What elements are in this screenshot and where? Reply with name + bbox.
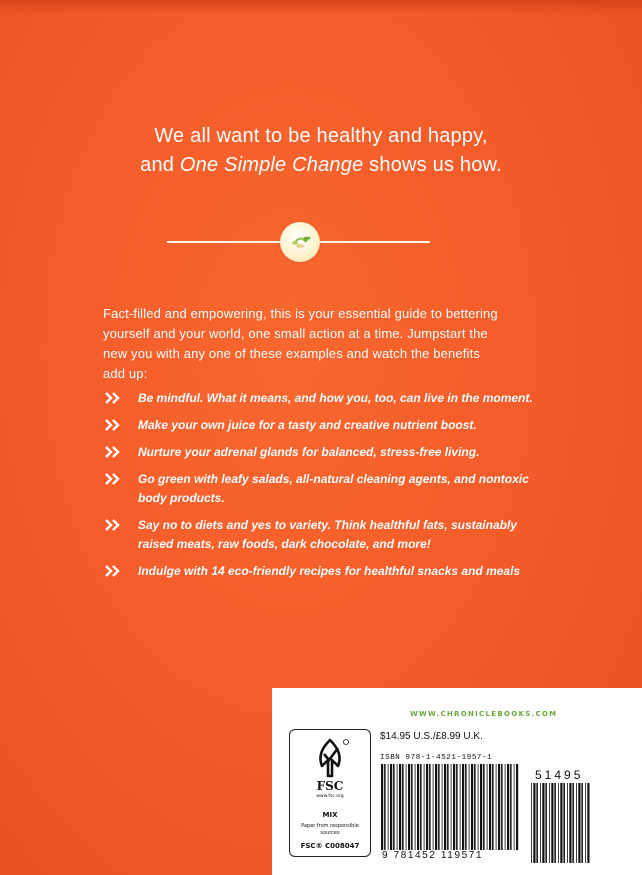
fsc-mix-label: MIX [322, 811, 338, 819]
barcode-bar [581, 783, 583, 863]
fsc-paper-source: Paper from responsible sources [301, 823, 359, 836]
barcode-bar [560, 783, 562, 863]
barcode-bar [480, 764, 482, 850]
headline-prefix: and [140, 154, 175, 176]
barcode-bar [406, 764, 407, 850]
barcode-bar [533, 783, 535, 863]
list-item [103, 443, 543, 462]
isbn: ISBN 978-1-4521-1957-1 [380, 754, 493, 762]
barcode-bar [424, 764, 425, 850]
list-item [103, 516, 543, 554]
barcode-bar [578, 783, 580, 863]
fsc-tree-check-logo-icon [308, 736, 352, 780]
barcode-bar [498, 764, 500, 850]
price-addon-barcode [530, 783, 592, 863]
barcode-bar [435, 764, 437, 850]
headline-line-2 [0, 151, 642, 180]
barcode-bar [545, 783, 547, 863]
barcode-bar [438, 764, 440, 850]
barcode-bar [507, 764, 509, 850]
fsc-website: www.fsc.org [316, 794, 344, 799]
headline-suffix: shows us how. [369, 154, 502, 176]
barcode-bar [460, 764, 461, 850]
barcode-bar [474, 764, 476, 850]
fsc-certification-badge [289, 729, 371, 857]
barcode-bar [426, 764, 428, 850]
barcode-bar [576, 783, 577, 863]
barcode-bar [569, 783, 571, 863]
headline-line-1: We all want to be healthy and happy, [154, 125, 488, 147]
double-chevron-arrow-icon [103, 516, 127, 534]
barcode-bar [456, 764, 458, 850]
barcode-bar [390, 764, 392, 850]
barcode-bar [549, 783, 550, 863]
barcode-bar [516, 764, 518, 850]
barcode-bar [551, 783, 553, 863]
barcode-bar [417, 764, 419, 850]
barcode-bar [453, 764, 455, 850]
barcode-bar [442, 764, 443, 850]
intro-paragraph: Fact-filled and empowering, this is your essential guide to bettering yourself and your world, one small action at a time. Jumpstart the new you with any one of these examples and watch the benefits add up: [103, 306, 498, 381]
barcode-bar [381, 764, 383, 850]
barcode-bar [471, 764, 473, 850]
barcode-bar [433, 764, 434, 850]
barcode-bar [469, 764, 470, 850]
barcode-panel [272, 688, 642, 875]
barcode-bar [447, 764, 449, 850]
barcode-bar [542, 783, 544, 863]
barcode-bar [531, 783, 532, 863]
double-chevron-arrow-icon [103, 443, 127, 461]
fsc-license-code: FSC® C008047 [300, 842, 360, 850]
isbn-barcode [380, 764, 520, 850]
barcode-bar [429, 764, 431, 850]
barcode-bar [536, 783, 538, 863]
list-item-text: Indulge with 14 eco-friendly recipes for healthful snacks and meals [138, 564, 521, 578]
barcode-bar [408, 764, 410, 850]
barcode-bar [483, 764, 485, 850]
double-chevron-arrow-icon [103, 416, 127, 434]
price-addon-digits: 51495 [535, 768, 584, 782]
list-item-text: Make your own juice for a tasty and creative nutrient boost. [138, 418, 477, 432]
top-edge-shadow [0, 0, 642, 14]
barcode-bar [496, 764, 497, 850]
barcode-bar [388, 764, 389, 850]
barcode-bar [393, 764, 395, 850]
barcode-bar [587, 783, 589, 863]
barcode-bar [563, 783, 565, 863]
barcode-bar [540, 783, 541, 863]
price: $14.95 U.S./£8.99 U.K. [380, 731, 483, 742]
benefits-list [103, 389, 543, 589]
barcode-bar [399, 764, 401, 850]
list-item [103, 389, 543, 408]
double-chevron-arrow-icon [103, 470, 127, 488]
barcode-bar [397, 764, 398, 850]
barcode-bar [420, 764, 422, 850]
barcode-bar [415, 764, 416, 850]
barcode-bar [505, 764, 506, 850]
barcode-bar [489, 764, 491, 850]
list-item-text: Nurture your adrenal glands for balanced, stress-free living. [138, 445, 480, 459]
barcode-bar [462, 764, 464, 850]
book-title: One Simple Change [179, 154, 364, 176]
barcode-bar [510, 764, 512, 850]
barcode-digits: 9 781452 119571 [382, 850, 484, 861]
barcode-bar [384, 764, 386, 850]
list-item-text: Go green with leafy salads, all-natural cleaning agents, and nontoxic body products. [138, 472, 529, 505]
list-item-text: Be mindful. What it means, and how you, too, can live in the moment. [138, 391, 533, 405]
list-item-text: Say no to diets and yes to variety. Think healthful fats, sustainably raised meats, raw foods, dark chocolate, and more! [138, 518, 517, 551]
barcode-bar [558, 783, 559, 863]
barcode-bar [487, 764, 488, 850]
list-item [103, 562, 543, 581]
barcode-bar [554, 783, 556, 863]
barcode-bar [585, 783, 586, 863]
double-chevron-arrow-icon [103, 389, 127, 407]
barcode-bar [451, 764, 452, 850]
barcode-bar [492, 764, 494, 850]
barcode-bar [572, 783, 574, 863]
barcode-bar [465, 764, 467, 850]
barcode-bar [501, 764, 503, 850]
barcode-bar [567, 783, 568, 863]
list-item [103, 470, 543, 508]
publisher-website: WWW.CHRONICLEBOOKS.COM [410, 710, 558, 718]
double-chevron-arrow-icon [103, 562, 127, 580]
barcode-bar [514, 764, 515, 850]
sprout-bowl-icon [280, 222, 320, 262]
barcode-bar [444, 764, 446, 850]
barcode-bar [411, 764, 413, 850]
list-item [103, 416, 543, 435]
barcode-bar [478, 764, 479, 850]
barcode-bar [402, 764, 404, 850]
fsc-name: FSC [316, 779, 344, 793]
headline [0, 122, 642, 180]
